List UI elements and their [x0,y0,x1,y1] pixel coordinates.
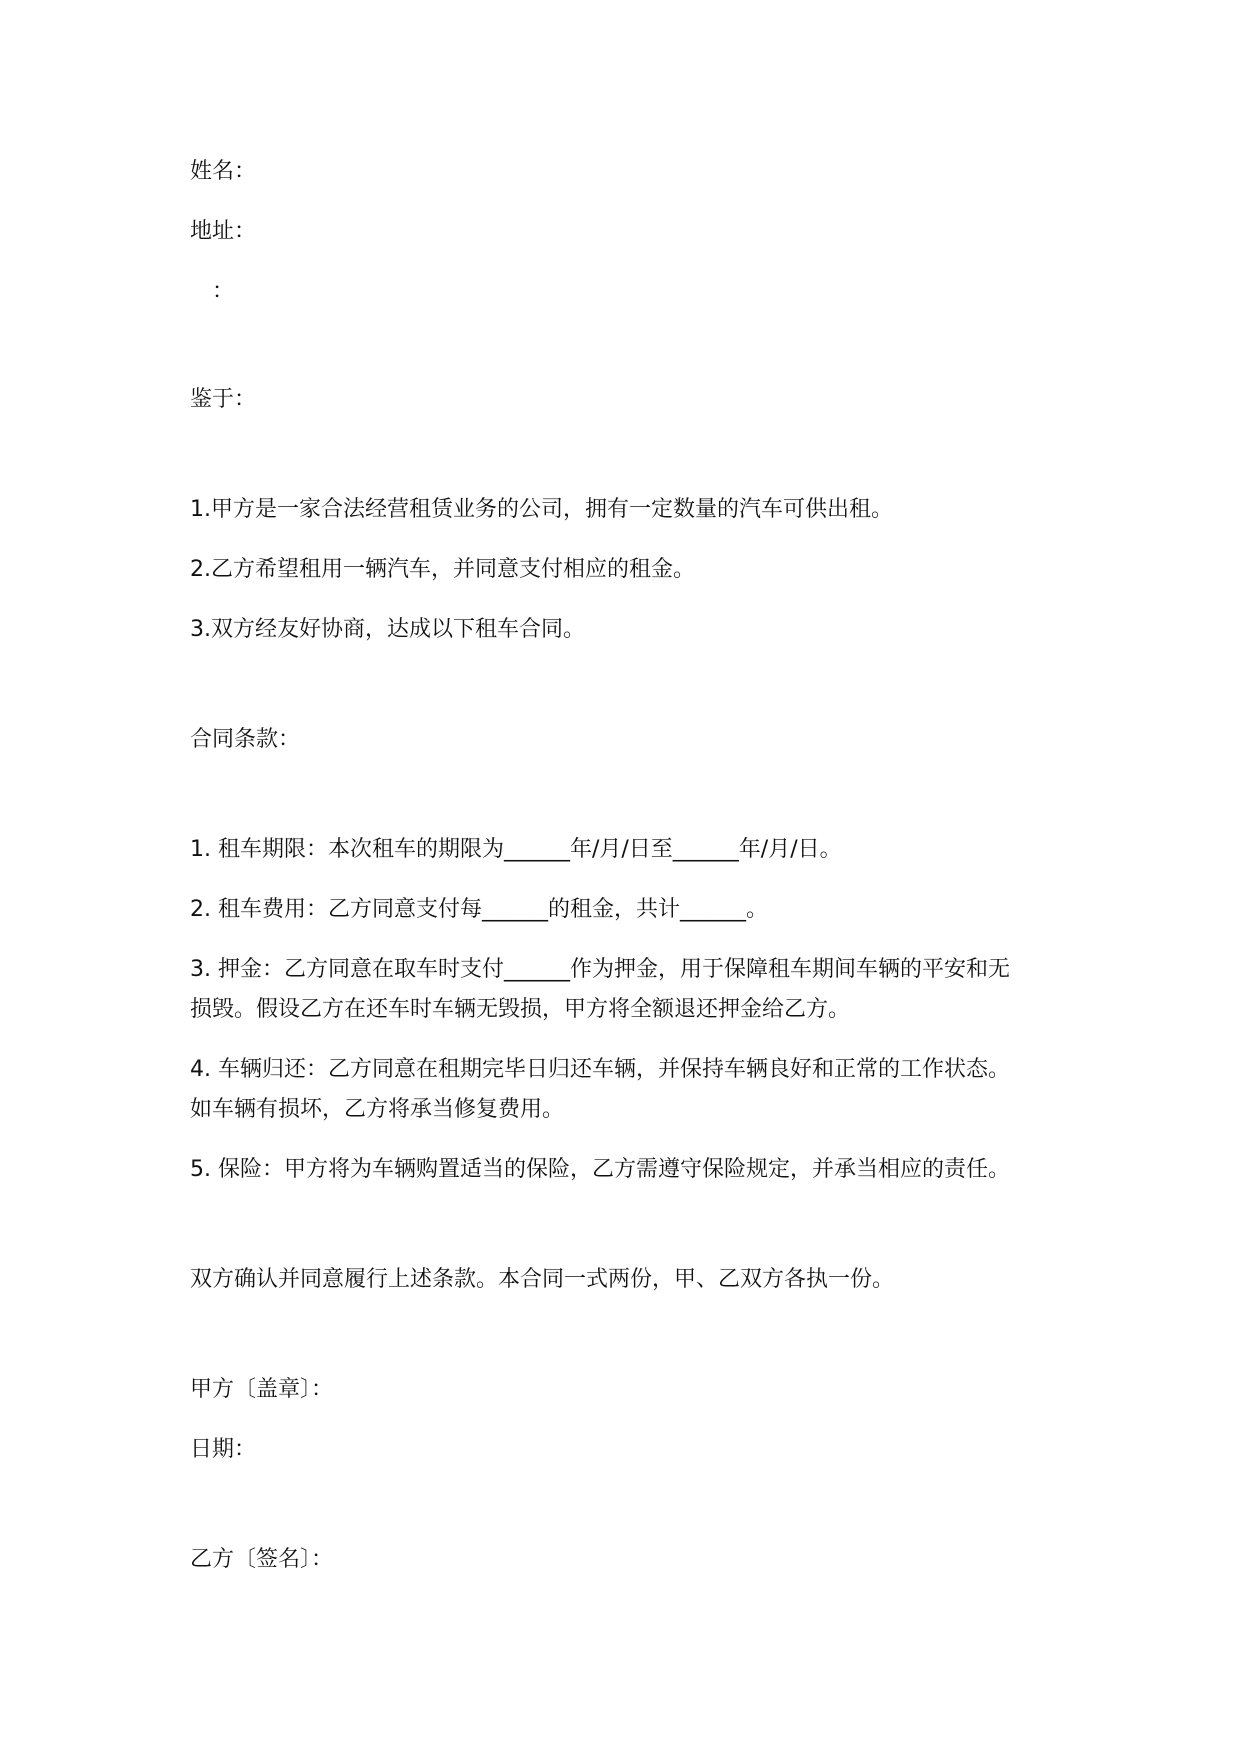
party-b-signature-label: 乙方〔签名〕： [190,1547,334,1572]
whereas-heading: 鉴于： [190,387,257,412]
confirmation-statement: 双方确认并同意履行上述条款。本合同一式两份，甲、乙双方各执一份。 [190,1267,895,1292]
address-field-label: 地址： [190,219,257,244]
whereas-item-2: 2.乙方希望租用一辆汽车，并同意支付相应的租金。 [190,557,695,582]
term-1-line-1: 1. 租车期限：本次租车的期限为______年/月/日至______年/月/日。 [190,837,842,862]
term-4-line-2: 如车辆有损坏，乙方将承当修复费用。 [190,1097,565,1122]
terms-heading: 合同条款： [190,727,301,752]
whereas-item-3: 3.双方经友好协商，达成以下租车合同。 [190,617,585,642]
term-4-line-1: 4. 车辆归还：乙方同意在租期完毕日归还车辆，并保持车辆良好和正常的工作状态。 [190,1057,1010,1082]
blank-field-label: ： [212,279,235,304]
whereas-item-1: 1.甲方是一家合法经营租赁业务的公司，拥有一定数量的汽车可供出租。 [190,497,893,522]
date-label: 日期： [190,1437,257,1462]
term-3-line-2: 损毁。假设乙方在还车时车辆无毁损，甲方将全额退还押金给乙方。 [190,997,851,1022]
party-a-seal-label: 甲方〔盖章〕： [190,1377,334,1402]
name-field-label: 姓名： [190,159,257,184]
term-3-line-1: 3. 押金：乙方同意在取车时支付______作为押金，用于保障租车期间车辆的平安和无 [190,957,1010,982]
term-5-line-1: 5. 保险：甲方将为车辆购置适当的保险，乙方需遵守保险规定，并承当相应的责任。 [190,1157,1010,1182]
term-2-line-1: 2. 租车费用：乙方同意支付每______的租金，共计______。 [190,897,768,922]
